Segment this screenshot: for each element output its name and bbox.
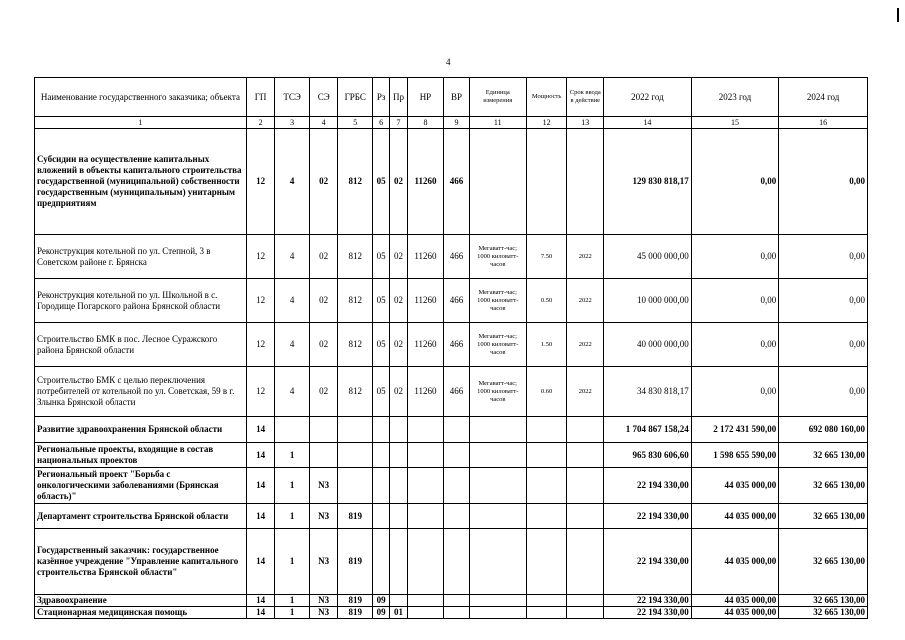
cell-gp: 12 — [246, 235, 275, 279]
column-number: 7 — [390, 117, 407, 129]
cell-nr — [407, 443, 444, 468]
cell-y2024: 0,00 — [779, 367, 868, 417]
cell-vr — [444, 468, 469, 504]
cell-term: 2022 — [567, 279, 604, 323]
cell-y2023: 0,00 — [691, 129, 779, 235]
cell-vr — [444, 417, 469, 443]
cell-tse — [275, 417, 310, 443]
column-header: ГП — [246, 78, 275, 117]
cell-y2023: 44 035 000,00 — [691, 595, 779, 607]
table-row — [35, 529, 868, 595]
cell-nr: 11260 — [407, 129, 444, 235]
cell-y2023: 0,00 — [691, 235, 779, 279]
cell-power — [526, 607, 567, 619]
cell-power — [526, 443, 567, 468]
cell-y2023: 1 598 655 590,00 — [691, 443, 779, 468]
cell-power — [526, 504, 567, 529]
column-header: Единица измерения — [469, 78, 526, 117]
cell-pr: 01 — [390, 607, 407, 619]
table-row — [35, 504, 868, 529]
cell-y2022: 40 000 000,00 — [604, 323, 692, 367]
cell-se: 02 — [309, 235, 338, 279]
cell-grbs: 812 — [338, 129, 373, 235]
column-header: Пр — [390, 78, 407, 117]
column-header: ГРБС — [338, 78, 373, 117]
column-header: ТСЭ — [275, 78, 310, 117]
cell-rz: 05 — [373, 279, 390, 323]
cell-nr — [407, 595, 444, 607]
cell-rz: 09 — [373, 607, 390, 619]
column-number: 2 — [246, 117, 275, 129]
page-number: 4 — [446, 57, 451, 67]
cell-pr — [390, 504, 407, 529]
cell-name: Стационарная медицинская помощь — [35, 607, 247, 619]
table-row — [35, 129, 868, 235]
cell-y2023: 44 035 000,00 — [691, 529, 779, 595]
cell-grbs: 819 — [338, 595, 373, 607]
capital-investment-table — [34, 77, 868, 619]
cell-name: Реконструкция котельной по ул. Школьной в с. Городище Погарского района Брянской области — [35, 279, 247, 323]
table-row — [35, 468, 868, 504]
column-number: 5 — [338, 117, 373, 129]
table-row — [35, 607, 868, 619]
column-number: 6 — [373, 117, 390, 129]
cell-se: N3 — [309, 607, 338, 619]
cell-grbs: 812 — [338, 235, 373, 279]
cell-pr: 02 — [390, 129, 407, 235]
column-number: 15 — [691, 117, 779, 129]
cell-unit: Мегаватт-час; 1000 киловатт-часов — [469, 279, 526, 323]
column-header: СЭ — [309, 78, 338, 117]
cell-y2024: 32 665 130,00 — [779, 529, 868, 595]
cell-rz — [373, 468, 390, 504]
cell-name: Реконструкция котельной по ул. Степной, 3 в Советском районе г. Брянска — [35, 235, 247, 279]
column-number: 9 — [444, 117, 469, 129]
cell-unit — [469, 468, 526, 504]
cell-y2024: 32 665 130,00 — [779, 607, 868, 619]
cell-y2024: 0,00 — [779, 129, 868, 235]
cell-gp: 12 — [246, 129, 275, 235]
cell-gp: 12 — [246, 323, 275, 367]
cell-term: 2022 — [567, 367, 604, 417]
cell-gp: 14 — [246, 468, 275, 504]
cell-se: 02 — [309, 129, 338, 235]
cell-tse: 4 — [275, 367, 310, 417]
cell-unit — [469, 607, 526, 619]
column-header: НР — [407, 78, 444, 117]
cell-rz: 09 — [373, 595, 390, 607]
cell-se: N3 — [309, 504, 338, 529]
cell-vr: 466 — [444, 323, 469, 367]
column-number: 12 — [526, 117, 567, 129]
cell-unit — [469, 595, 526, 607]
cell-unit — [469, 417, 526, 443]
cell-y2022: 22 194 330,00 — [604, 468, 692, 504]
cell-name: Государственный заказчик: государственное казённое учреждение "Управление капитального строительства Брянской области" — [35, 529, 247, 595]
table-row — [35, 323, 868, 367]
cell-rz — [373, 443, 390, 468]
cell-name: Департамент строительства Брянской области — [35, 504, 247, 529]
cell-grbs — [338, 468, 373, 504]
cell-tse: 1 — [275, 504, 310, 529]
cell-nr: 11260 — [407, 367, 444, 417]
table-row — [35, 235, 868, 279]
cell-vr — [444, 607, 469, 619]
column-number: 1 — [35, 117, 247, 129]
cell-grbs: 812 — [338, 323, 373, 367]
cell-term — [567, 504, 604, 529]
cell-term: 2022 — [567, 323, 604, 367]
header-row — [35, 78, 868, 117]
table-body — [35, 129, 868, 619]
cell-tse: 4 — [275, 129, 310, 235]
cell-unit: Мегаватт-час; 1000 киловатт-часов — [469, 367, 526, 417]
cell-term — [567, 595, 604, 607]
cell-pr: 02 — [390, 279, 407, 323]
cell-nr — [407, 504, 444, 529]
column-number: 14 — [604, 117, 692, 129]
cell-name: Строительство БМК в пос. Лесное Суражского района Брянской области — [35, 323, 247, 367]
cell-se: 02 — [309, 367, 338, 417]
table-row — [35, 279, 868, 323]
cell-name: Строительство БМК с целью переключения потребителей от котельной по ул. Советская, 59 в г. Злынка Брянской области — [35, 367, 247, 417]
cell-unit — [469, 504, 526, 529]
column-number: 4 — [309, 117, 338, 129]
column-header: Наименование государственного заказчика; объекта — [35, 78, 247, 117]
cell-rz: 05 — [373, 235, 390, 279]
cell-nr — [407, 417, 444, 443]
column-header: Рз — [373, 78, 390, 117]
cell-rz — [373, 529, 390, 595]
cell-unit: Мегаватт-час; 1000 киловатт-часов — [469, 323, 526, 367]
column-header: ВР — [444, 78, 469, 117]
cell-gp: 14 — [246, 595, 275, 607]
cell-y2023: 2 172 431 590,00 — [691, 417, 779, 443]
cell-pr: 02 — [390, 323, 407, 367]
cell-tse: 1 — [275, 595, 310, 607]
cell-y2023: 44 035 000,00 — [691, 468, 779, 504]
cell-name: Региональные проекты, входящие в состав национальных проектов — [35, 443, 247, 468]
cell-nr — [407, 607, 444, 619]
cell-gp: 14 — [246, 443, 275, 468]
cell-grbs: 819 — [338, 529, 373, 595]
cell-y2022: 45 000 000,00 — [604, 235, 692, 279]
cell-y2024: 692 080 160,00 — [779, 417, 868, 443]
column-number-row — [35, 117, 868, 129]
cell-vr: 466 — [444, 235, 469, 279]
cell-power — [526, 529, 567, 595]
cell-gp: 14 — [246, 529, 275, 595]
cell-unit — [469, 443, 526, 468]
cell-tse: 1 — [275, 443, 310, 468]
cell-vr: 466 — [444, 129, 469, 235]
cell-power — [526, 468, 567, 504]
cell-vr — [444, 595, 469, 607]
cell-pr — [390, 468, 407, 504]
cell-y2024: 0,00 — [779, 323, 868, 367]
column-number: 3 — [275, 117, 310, 129]
cell-grbs: 812 — [338, 367, 373, 417]
cell-name: Здравоохранение — [35, 595, 247, 607]
table-row — [35, 417, 868, 443]
cell-nr: 11260 — [407, 279, 444, 323]
column-header: Мощность — [526, 78, 567, 117]
cell-pr — [390, 443, 407, 468]
cell-name: Региональный проект "Борьба с онкологическими заболеваниями (Брянская область)" — [35, 468, 247, 504]
cell-name: Субсидии на осуществление капитальных вложений в объекты капитального строительства государственной (муниципальной) собственности государственным (муниципальным) унитарным предприятиям — [35, 129, 247, 235]
cell-y2022: 965 830 606,60 — [604, 443, 692, 468]
column-number: 13 — [567, 117, 604, 129]
cell-y2024: 0,00 — [779, 279, 868, 323]
cell-rz: 05 — [373, 323, 390, 367]
cell-nr — [407, 529, 444, 595]
cell-y2023: 44 035 000,00 — [691, 607, 779, 619]
cell-nr: 11260 — [407, 235, 444, 279]
cell-y2022: 1 704 867 158,24 — [604, 417, 692, 443]
cell-se: 02 — [309, 279, 338, 323]
cell-y2022: 22 194 330,00 — [604, 607, 692, 619]
cell-gp: 12 — [246, 367, 275, 417]
cell-rz: 05 — [373, 367, 390, 417]
cell-vr: 466 — [444, 367, 469, 417]
cell-y2023: 44 035 000,00 — [691, 504, 779, 529]
cell-pr: 02 — [390, 367, 407, 417]
cell-tse: 1 — [275, 607, 310, 619]
cell-se — [309, 417, 338, 443]
column-header: 2024 год — [779, 78, 868, 117]
cell-power: 7.50 — [526, 235, 567, 279]
cell-y2022: 22 194 330,00 — [604, 504, 692, 529]
column-header: 2023 год — [691, 78, 779, 117]
cell-unit: Мегаватт-час; 1000 киловатт-часов — [469, 235, 526, 279]
margin-mark — [897, 8, 899, 22]
cell-vr — [444, 443, 469, 468]
cell-rz: 05 — [373, 129, 390, 235]
cell-y2023: 0,00 — [691, 279, 779, 323]
cell-y2024: 32 665 130,00 — [779, 504, 868, 529]
cell-y2023: 0,00 — [691, 367, 779, 417]
cell-y2024: 0,00 — [779, 235, 868, 279]
cell-tse: 1 — [275, 468, 310, 504]
cell-y2022: 10 000 000,00 — [604, 279, 692, 323]
cell-rz — [373, 504, 390, 529]
cell-term: 2022 — [567, 235, 604, 279]
cell-se: N3 — [309, 529, 338, 595]
cell-rz — [373, 417, 390, 443]
cell-vr: 466 — [444, 279, 469, 323]
cell-y2022: 34 830 818,17 — [604, 367, 692, 417]
cell-power — [526, 417, 567, 443]
cell-power: 0.60 — [526, 367, 567, 417]
cell-gp: 14 — [246, 504, 275, 529]
cell-gp: 14 — [246, 607, 275, 619]
cell-nr: 11260 — [407, 323, 444, 367]
cell-tse: 1 — [275, 529, 310, 595]
cell-y2024: 32 665 130,00 — [779, 468, 868, 504]
cell-term — [567, 468, 604, 504]
cell-pr — [390, 529, 407, 595]
table-row — [35, 443, 868, 468]
cell-se — [309, 443, 338, 468]
cell-grbs — [338, 443, 373, 468]
column-number: 8 — [407, 117, 444, 129]
cell-term — [567, 443, 604, 468]
cell-vr — [444, 504, 469, 529]
cell-gp: 14 — [246, 417, 275, 443]
column-header: 2022 год — [604, 78, 692, 117]
column-header: Срок ввода в действие — [567, 78, 604, 117]
cell-grbs: 819 — [338, 504, 373, 529]
cell-y2022: 22 194 330,00 — [604, 595, 692, 607]
column-number: 16 — [779, 117, 868, 129]
cell-pr — [390, 417, 407, 443]
table-row — [35, 367, 868, 417]
cell-y2022: 22 194 330,00 — [604, 529, 692, 595]
cell-term — [567, 529, 604, 595]
cell-power: 1.50 — [526, 323, 567, 367]
cell-name: Развитие здравоохранения Брянской области — [35, 417, 247, 443]
cell-grbs: 819 — [338, 607, 373, 619]
cell-term — [567, 129, 604, 235]
cell-unit — [469, 129, 526, 235]
cell-unit — [469, 529, 526, 595]
cell-pr — [390, 595, 407, 607]
cell-tse: 4 — [275, 323, 310, 367]
cell-grbs: 812 — [338, 279, 373, 323]
cell-se: N3 — [309, 468, 338, 504]
cell-term — [567, 417, 604, 443]
cell-nr — [407, 468, 444, 504]
table-row — [35, 595, 868, 607]
cell-y2022: 129 830 818,17 — [604, 129, 692, 235]
cell-pr: 02 — [390, 235, 407, 279]
cell-se: 02 — [309, 323, 338, 367]
cell-tse: 4 — [275, 279, 310, 323]
cell-y2023: 0,00 — [691, 323, 779, 367]
cell-grbs — [338, 417, 373, 443]
column-number: 11 — [469, 117, 526, 129]
cell-term — [567, 607, 604, 619]
cell-tse: 4 — [275, 235, 310, 279]
cell-power: 0.50 — [526, 279, 567, 323]
cell-y2024: 32 665 130,00 — [779, 595, 868, 607]
cell-gp: 12 — [246, 279, 275, 323]
cell-power — [526, 129, 567, 235]
cell-power — [526, 595, 567, 607]
cell-y2024: 32 665 130,00 — [779, 443, 868, 468]
cell-se: N3 — [309, 595, 338, 607]
cell-vr — [444, 529, 469, 595]
